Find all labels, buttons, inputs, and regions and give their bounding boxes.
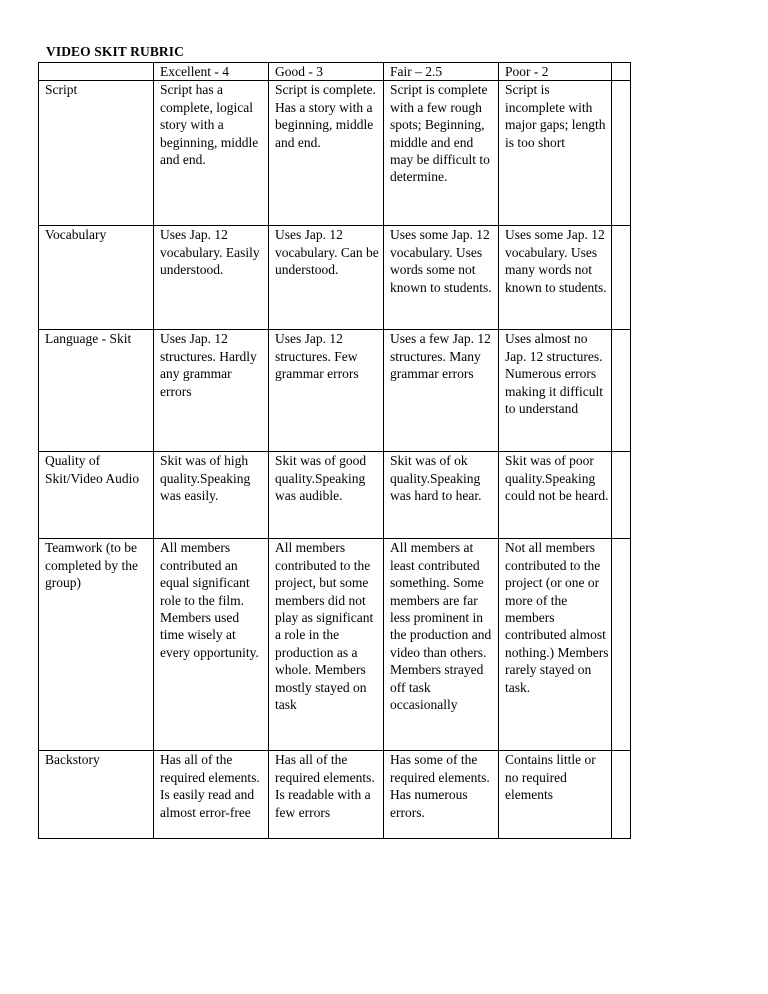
- score-cell: [612, 751, 631, 839]
- table-row-quality: [39, 452, 631, 539]
- score-cell: [612, 226, 631, 330]
- table-row-vocabulary: [39, 226, 631, 330]
- fair-cell: Skit was of ok quality.Speaking was hard to hear.: [384, 452, 499, 539]
- table-row-script: [39, 81, 631, 226]
- good-cell: All members contributed to the project, but some members did not play as significant a role in the production as a whole. Members mostly stayed on task: [269, 539, 384, 751]
- criterion-cell: Teamwork (to be completed by the group): [39, 539, 154, 751]
- good-cell: Uses Jap. 12 structures. Few grammar errors: [269, 330, 384, 452]
- excellent-cell: Uses Jap. 12 structures. Hardly any grammar errors: [154, 330, 269, 452]
- score-cell: [612, 81, 631, 226]
- score-cell: [612, 452, 631, 539]
- table-row-backstory: [39, 751, 631, 839]
- criterion-cell: Language - Skit: [39, 330, 154, 452]
- poor-cell: Skit was of poor quality.Speaking could not be heard.: [499, 452, 612, 539]
- excellent-cell: Skit was of high quality.Speaking was easily.: [154, 452, 269, 539]
- poor-cell: Script is incomplete with major gaps; length is too short: [499, 81, 612, 226]
- header-score: [612, 63, 631, 81]
- criterion-cell: Vocabulary: [39, 226, 154, 330]
- excellent-cell: Has all of the required elements. Is easily read and almost error-free: [154, 751, 269, 839]
- fair-cell: Script is complete with a few rough spots; Beginning, middle and end may be difficult to determine.: [384, 81, 499, 226]
- header-excellent: Excellent - 4: [154, 63, 269, 81]
- score-cell: [612, 539, 631, 751]
- poor-cell: Uses almost no Jap. 12 structures. Numerous errors making it difficult to understand: [499, 330, 612, 452]
- header-criterion: [39, 63, 154, 81]
- poor-cell: Not all members contributed to the project (or one or more of the members contributed almost nothing.) Members rarely stayed on task.: [499, 539, 612, 751]
- fair-cell: Uses a few Jap. 12 structures. Many grammar errors: [384, 330, 499, 452]
- good-cell: Skit was of good quality.Speaking was audible.: [269, 452, 384, 539]
- excellent-cell: Script has a complete, logical story with a beginning, middle and end.: [154, 81, 269, 226]
- header-poor: Poor - 2: [499, 63, 612, 81]
- excellent-cell: Uses Jap. 12 vocabulary. Easily understood.: [154, 226, 269, 330]
- fair-cell: All members at least contributed something. Some members are far less prominent in the production and video than others. Members strayed off task occasionally: [384, 539, 499, 751]
- table-row-language-skit: [39, 330, 631, 452]
- poor-cell: Uses some Jap. 12 vocabulary. Uses many words not known to students.: [499, 226, 612, 330]
- poor-cell: Contains little or no required elements: [499, 751, 612, 839]
- table-header-row: [39, 63, 631, 81]
- criterion-cell: Backstory: [39, 751, 154, 839]
- criterion-cell: Quality of Skit/Video Audio: [39, 452, 154, 539]
- header-fair: Fair – 2.5: [384, 63, 499, 81]
- good-cell: Has all of the required elements. Is readable with a few errors: [269, 751, 384, 839]
- document-title: VIDEO SKIT RUBRIC: [46, 44, 184, 59]
- fair-cell: Uses some Jap. 12 vocabulary. Uses words some not known to students.: [384, 226, 499, 330]
- rubric-table: [38, 62, 631, 839]
- criterion-cell: Script: [39, 81, 154, 226]
- header-good: Good - 3: [269, 63, 384, 81]
- good-cell: Uses Jap. 12 vocabulary. Can be understood.: [269, 226, 384, 330]
- fair-cell: Has some of the required elements. Has numerous errors.: [384, 751, 499, 839]
- score-cell: [612, 330, 631, 452]
- good-cell: Script is complete. Has a story with a beginning, middle and end.: [269, 81, 384, 226]
- excellent-cell: All members contributed an equal significant role to the film. Members used time wisely at every opportunity.: [154, 539, 269, 751]
- table-row-teamwork: [39, 539, 631, 751]
